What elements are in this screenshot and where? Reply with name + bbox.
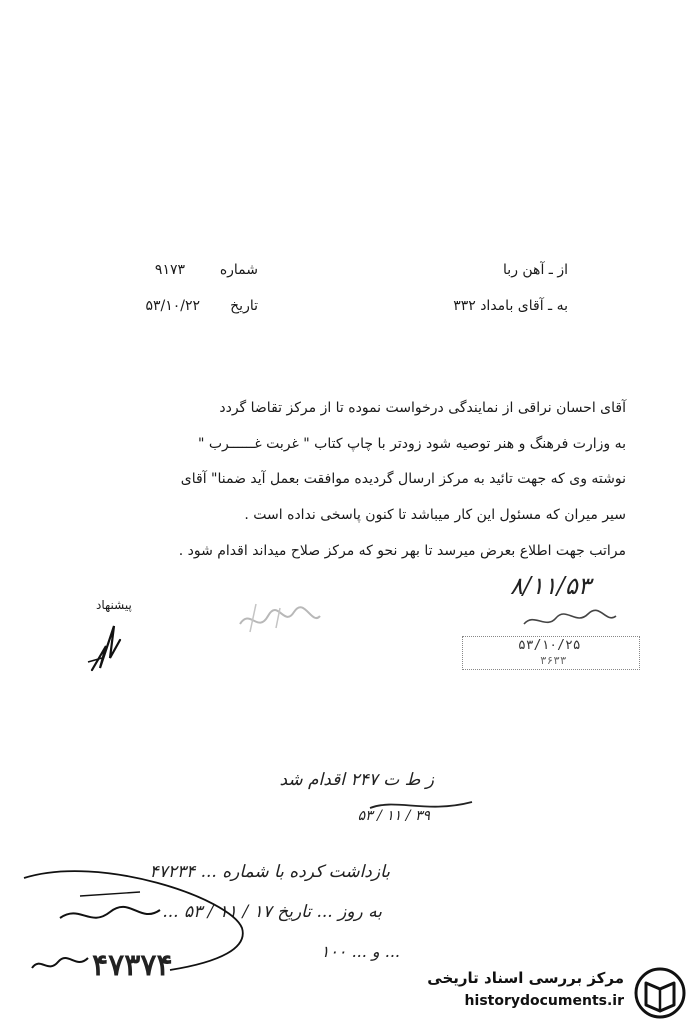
proposal-label: پیشنهاد [96,598,132,612]
handwritten-note-2: ۳۹ / ۱۱ / ۵۳ [357,808,430,824]
stamp-line-2: ۳۶۳۳ [540,654,567,667]
stamp-line-1: ۵۳/۱۰/۲۵ [518,638,581,653]
body-line-1: آقای احسان نراقی از نمایندگی درخواست نموده تا از مرکز تقاضا گردد [219,400,626,416]
stamp-scribble-right [520,606,620,632]
handwritten-note-1: ز ط ت ۲۴۷ اقدام شد [279,770,434,790]
faded-stamp-scribble [234,598,324,638]
body-line-4: سیر میران که مسئول این کار میباشد تا کنون پاسخی نداده است . [244,507,626,523]
body-line-3: نوشته وی که جهت تائید به مرکز ارسال گردیده موافقت بعمل آید ضمنا" آقای [180,471,626,487]
watermark-url: historydocuments.ir [464,993,624,1009]
number-value: ۹۱۷۳ [154,262,185,278]
book-logo-icon [634,967,686,1019]
handwritten-date: ۸/۱۱/۵۳ [510,572,591,600]
from-line: از ـ آهن ربا [503,262,568,278]
number-label: شماره [219,262,258,278]
date-label: تاریخ [230,298,258,314]
date-value: ۵۳/۱۰/۲۲ [145,298,200,314]
stamp-dotted-box [462,636,640,670]
handwritten-note-5: ... و ... ۱۰۰ [320,942,400,961]
handwritten-note-3: بازداشت کرده با شماره ... ۴۷۲۳۴ [149,862,390,882]
watermark [386,965,686,1021]
handwritten-note-4: به روز ... تاریخ ۱۷ / ۱۱ / ۵۳ ... [162,902,382,922]
body-line-5: مراتب جهت اطلاع بعرض میرسد تا بهر نحو که مرکز صلاح میداند اقدام شود . [178,543,626,559]
body-line-2: به وزارت فرهنگ و هنر توصیه شود زودتر با چاپ کتاب " غربت غــــــرب " [197,436,626,452]
archive-number-scribble [28,948,92,978]
watermark-title: مرکز بررسی اسناد تاریخی [427,969,624,987]
archive-number: ۴۷۳۷۴ [92,948,173,983]
to-line: به ـ آقای بامداد ۳۳۲ [453,298,568,314]
signature-scribble-left [86,618,126,678]
